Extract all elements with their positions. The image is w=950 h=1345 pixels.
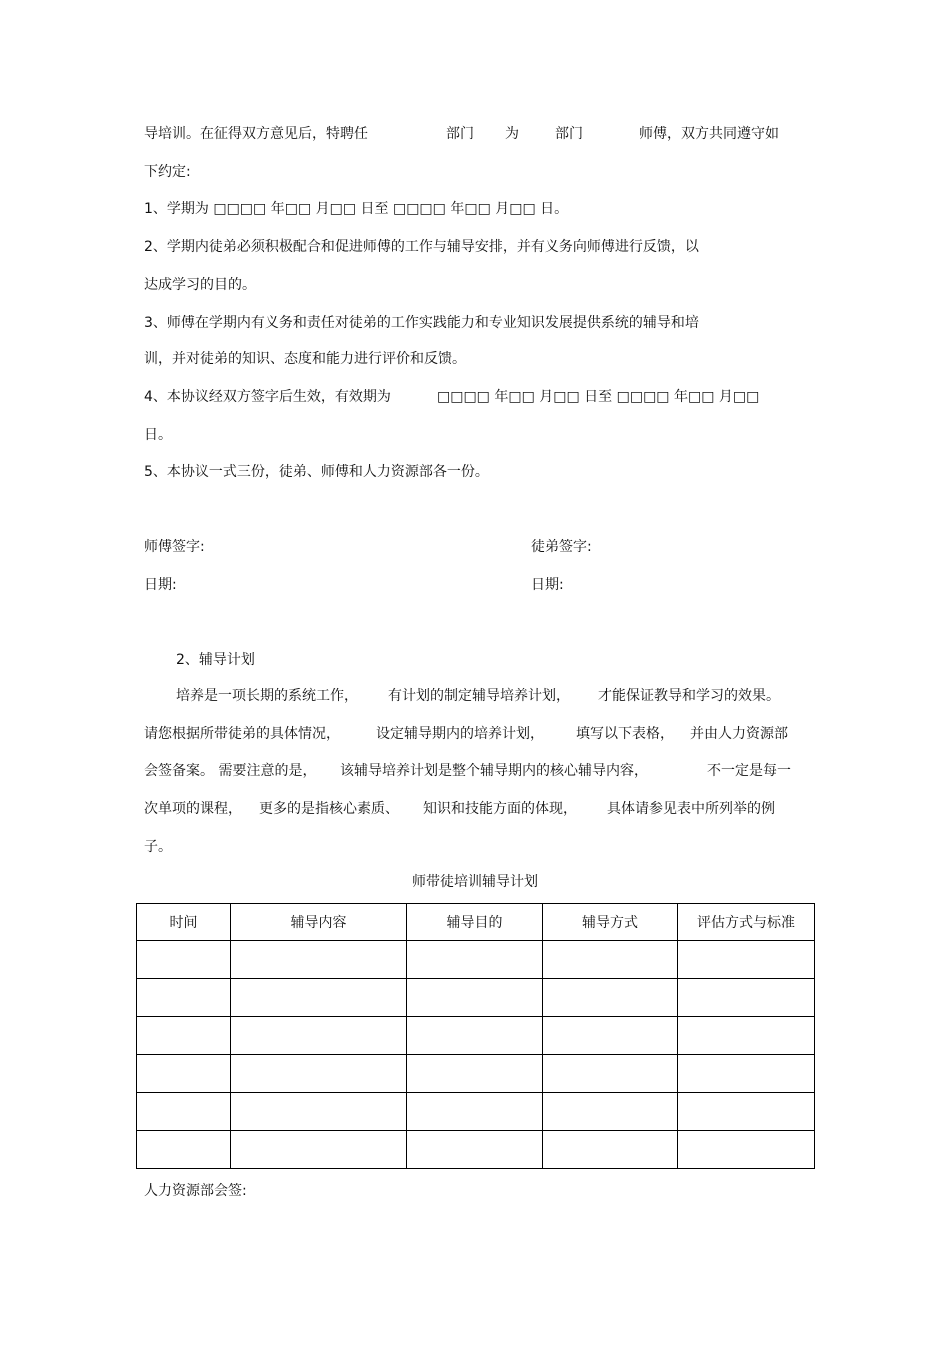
clause-4-line-1-right: □□□□ 年□□ 月□□ 日至 □□□□ 年□□ 月□□ [437,389,760,405]
clause-3-line-2: 训，并对徒弟的知识、态度和能力进行评价和反馈。 [144,351,466,367]
table-cell[interactable] [231,1017,407,1055]
table-cell[interactable] [137,1131,231,1169]
coaching-plan-table [136,903,815,1169]
table-cell[interactable] [543,1131,678,1169]
master-sign-label: 师傅签字: [144,539,205,555]
table-row [137,1017,815,1055]
table-cell[interactable] [231,1093,407,1131]
p3-c: 不一定是每一 [707,763,791,779]
clause-2-line-2: 达成学习的目的。 [144,277,256,293]
table-row [137,979,815,1017]
header-method: 辅导方式 [543,904,678,941]
header-goal: 辅导目的 [407,904,543,941]
table-title: 师带徒培训辅导计划 [412,874,538,890]
table-cell[interactable] [137,1093,231,1131]
table-cell[interactable] [407,1055,543,1093]
hr-sign-label: 人力资源部会签: [144,1183,247,1199]
table-cell[interactable] [407,941,543,979]
table-cell[interactable] [543,979,678,1017]
p4-b: 更多的是指核心素质、 [259,801,399,817]
table-cell[interactable] [137,979,231,1017]
apprentice-date-label: 日期: [531,577,564,593]
table-cell[interactable] [543,941,678,979]
master-date-label: 日期: [144,577,177,593]
table-cell[interactable] [678,1055,815,1093]
table-cell[interactable] [407,979,543,1017]
table-cell[interactable] [678,1093,815,1131]
table-cell[interactable] [543,1093,678,1131]
clause-3-line-1: 3、师傅在学期内有义务和责任对徒弟的工作实践能力和专业知识发展提供系统的辅导和培 [144,315,699,331]
p4-c: 知识和技能方面的体现， [423,801,577,817]
p1-a: 培养是一项长期的系统工作， [176,688,358,704]
p3-a: 会签备案。 需要注意的是， [144,763,317,779]
table-cell[interactable] [231,979,407,1017]
p4-a: 次单项的课程， [144,801,242,817]
table-cell[interactable] [137,941,231,979]
p5: 子。 [144,839,172,855]
p1-b: 有计划的制定辅导培养计划， [388,688,570,704]
p3-b: 该辅导培养计划是整个辅导期内的核心辅导内容， [340,763,648,779]
section-2-heading: 2、辅导计划 [176,652,255,668]
apprentice-sign-label: 徒弟签字: [531,539,592,555]
p2-c: 填写以下表格， [576,726,674,742]
p4-d: 具体请参见表中所列举的例 [607,801,775,817]
clause-4-line-1-left: 4、本协议经双方签字后生效，有效期为 [144,389,391,405]
header-time: 时间 [137,904,231,941]
table-cell[interactable] [137,1055,231,1093]
dept-label-2: 部门 [555,126,583,142]
table-cell[interactable] [678,979,815,1017]
table-cell[interactable] [678,941,815,979]
table-row [137,1093,815,1131]
as-label: 为 [505,126,519,142]
clause-5: 5、本协议一式三份，徒弟、师傅和人力资源部各一份。 [144,464,489,480]
clause-2-line-1: 2、学期内徒弟必须积极配合和促进师傅的工作与辅导安排，并有义务向师傅进行反馈，以 [144,239,699,255]
table-row [137,1131,815,1169]
table-cell[interactable] [137,1017,231,1055]
table-row [137,941,815,979]
table-header-row [137,904,815,941]
table-cell[interactable] [231,1055,407,1093]
table-cell[interactable] [231,1131,407,1169]
intro-line-1 [144,124,368,144]
table-cell[interactable] [407,1131,543,1169]
clause-1: 1、学期为 □□□□ 年□□ 月□□ 日至 □□□□ 年□□ 月□□ 日。 [144,201,569,217]
intro-line-2: 下约定: [144,164,191,180]
header-evaluation: 评估方式与标准 [678,904,815,941]
table-cell[interactable] [543,1055,678,1093]
p1-c: 才能保证教导和学习的效果。 [598,688,780,704]
intro-text-a: 导培训。在征得双方意见后，特聘任 [144,126,368,142]
table-cell[interactable] [678,1131,815,1169]
p2-d: 并由人力资源部 [690,726,788,742]
table-cell[interactable] [407,1017,543,1055]
p2-a: 请您根据所带徒弟的具体情况， [144,726,340,742]
table-cell[interactable] [231,941,407,979]
table-cell[interactable] [543,1017,678,1055]
table-cell[interactable] [407,1093,543,1131]
clause-4-line-2: 日。 [144,427,172,443]
table-cell[interactable] [678,1017,815,1055]
p2-b: 设定辅导期内的培养计划， [376,726,544,742]
dept-label-1: 部门 [446,126,474,142]
table-row [137,1055,815,1093]
intro-text-e: 师傅，双方共同遵守如 [639,126,779,142]
header-content: 辅导内容 [231,904,407,941]
